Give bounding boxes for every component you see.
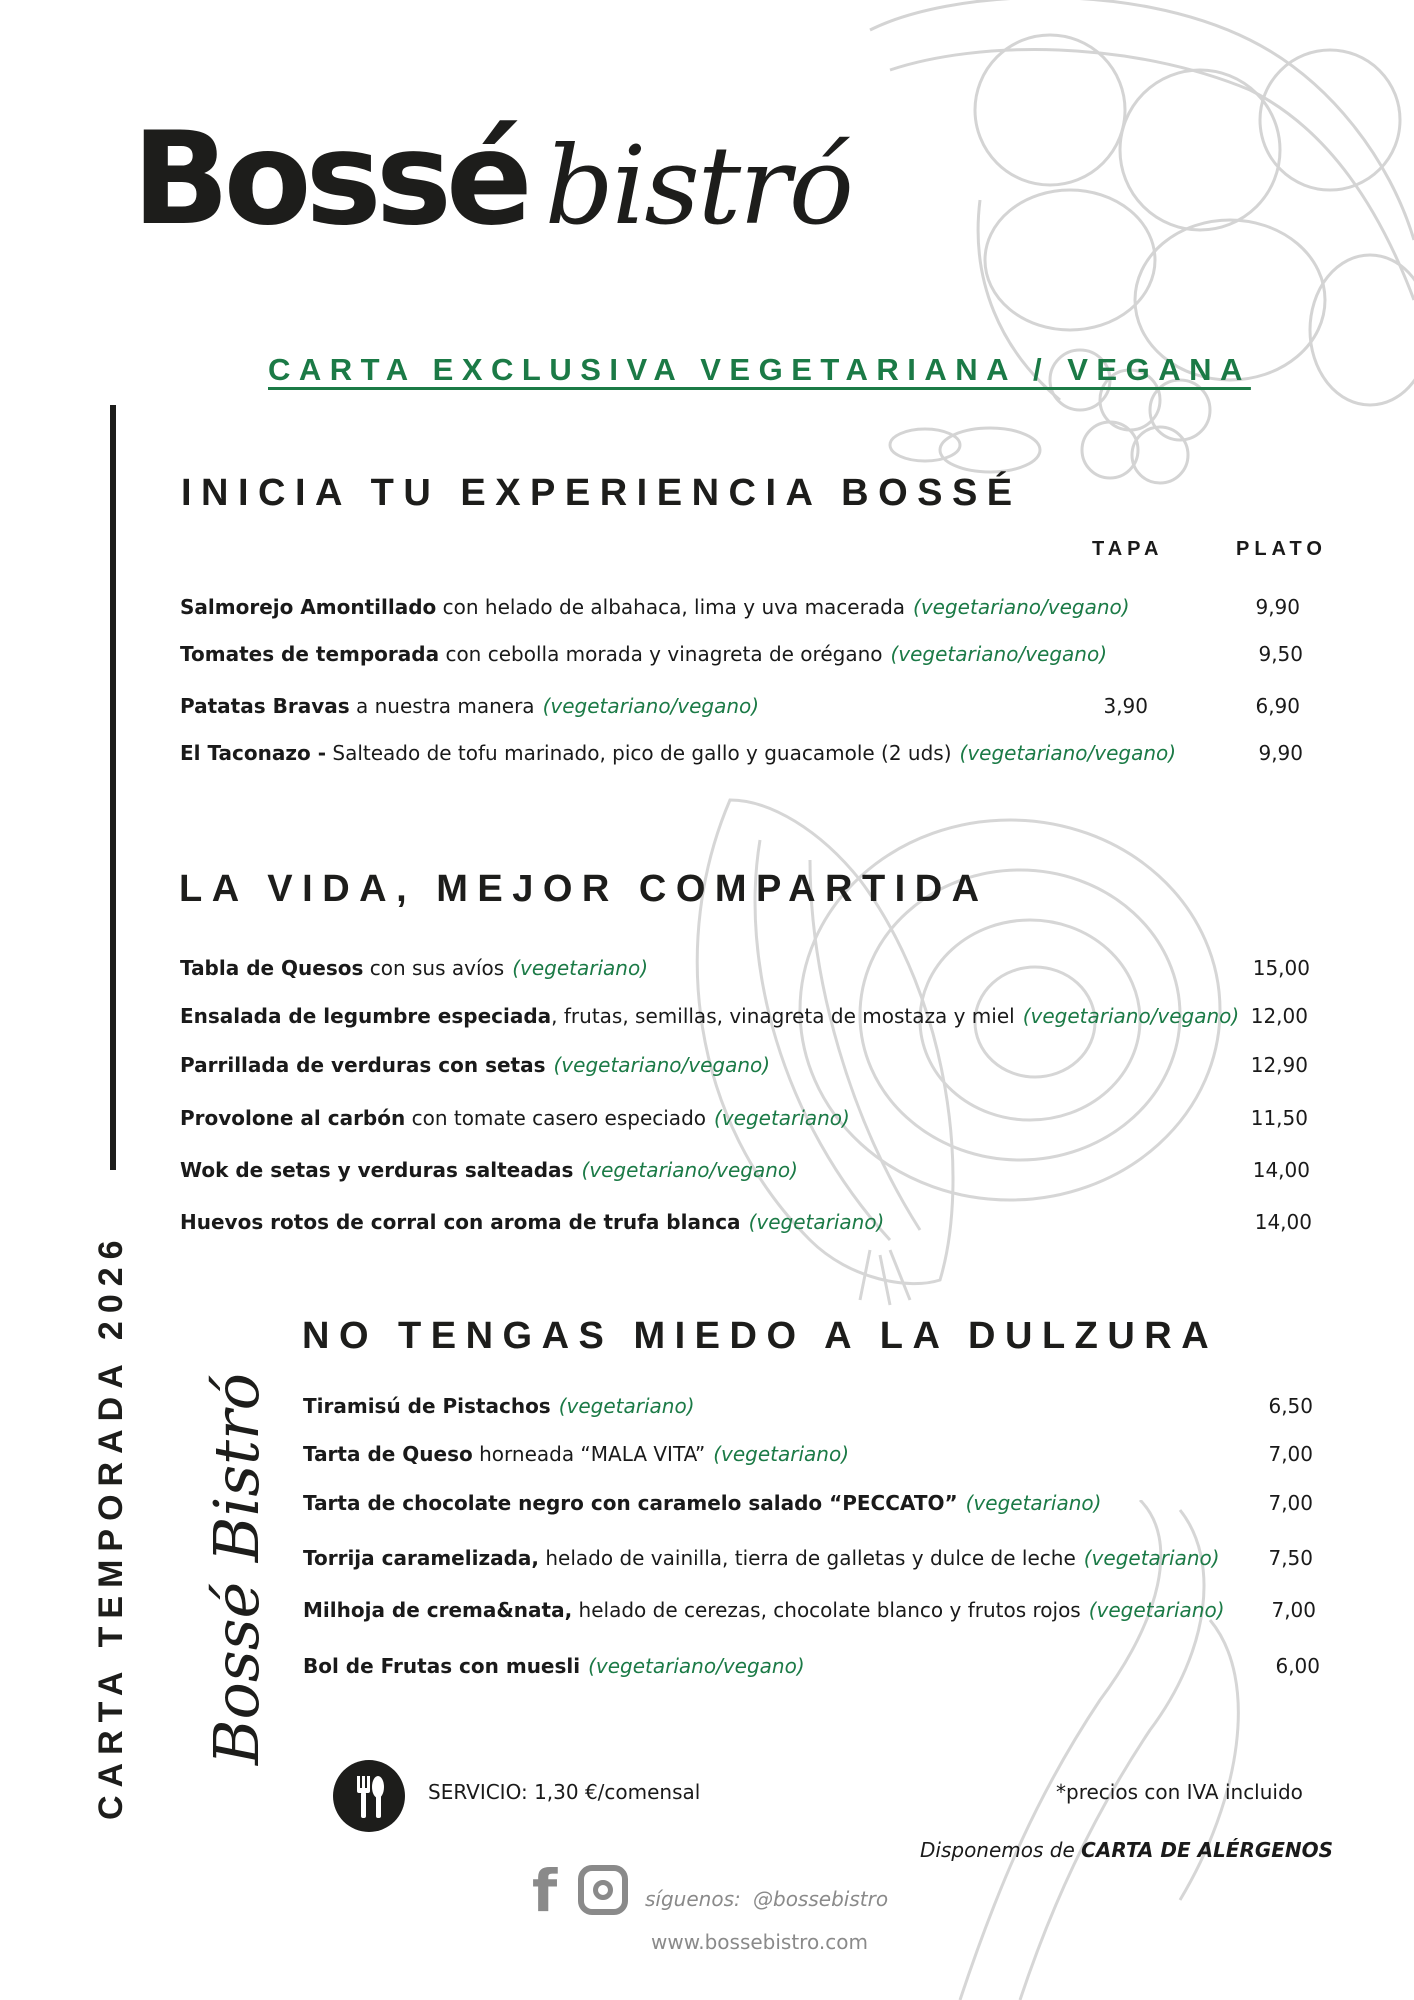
allergen-note <box>920 1838 1333 1862</box>
item-name: Wok de setas y verduras salteadas <box>180 1158 574 1182</box>
item-desc: con sus avíos <box>363 956 505 980</box>
col-header-tapa: TAPA <box>1092 538 1164 560</box>
item-price: 7,00 <box>1271 1598 1316 1622</box>
item-name: Tarta de Queso <box>303 1442 473 1466</box>
item-price: 6,50 <box>1268 1394 1313 1418</box>
menu-item <box>303 1596 1225 1624</box>
brand-logo-script: bistró <box>544 124 852 249</box>
diet-tag: (vegetariano) <box>512 956 648 980</box>
item-desc: horneada “MALA VITA” <box>472 1442 706 1466</box>
brand-logo <box>132 105 852 254</box>
service-charge: SERVICIO: 1,30 €/comensal <box>428 1780 701 1804</box>
item-price: 7,50 <box>1268 1546 1313 1570</box>
item-desc: con helado de albahaca, lima y uva macerada <box>436 595 906 619</box>
item-desc: a nuestra manera <box>349 694 535 718</box>
item-name: Provolone al carbón <box>180 1106 406 1130</box>
menu-item <box>180 593 1130 621</box>
diet-tag: (vegetariano/vegano) <box>890 642 1108 666</box>
item-name: Tabla de Quesos <box>180 956 364 980</box>
item-desc: con cebolla morada y vinagreta de orégano <box>439 642 883 666</box>
diet-tag: (vegetariano) <box>748 1210 885 1234</box>
item-price-tapa: 3,90 <box>1103 694 1148 718</box>
item-desc: con tomate casero especiado <box>405 1106 706 1130</box>
item-price: 9,90 <box>1258 741 1303 765</box>
diet-tag: (vegetariano) <box>713 1442 849 1466</box>
item-desc: helado de vainilla, tierra de galletas y dulce de leche <box>539 1546 1076 1570</box>
diet-tag: (vegetariano) <box>714 1106 850 1130</box>
pepper-illustration <box>880 1500 1300 2000</box>
item-name: Bol de Frutas con muesli <box>303 1654 581 1678</box>
item-name: Torrija caramelizada, <box>303 1546 539 1570</box>
brand-logo-bold: Bossé <box>132 105 527 254</box>
item-desc: , frutas, semillas, vinagreta de mostaza y miel <box>551 1004 1015 1028</box>
item-name: Ensalada de legumbre especiada <box>180 1004 552 1028</box>
diet-tag: (vegetariano/vegano) <box>959 741 1177 765</box>
menu-item <box>303 1489 1101 1517</box>
onion-illustration <box>610 760 1250 1320</box>
item-price: 7,00 <box>1268 1491 1313 1515</box>
diet-tag: (vegetariano) <box>1083 1546 1220 1570</box>
menu-item <box>303 1392 695 1420</box>
menu-item <box>303 1440 849 1468</box>
item-name: Huevos rotos de corral con aroma de trufa blanca <box>180 1210 741 1234</box>
section-title-sharing: LA VIDA, MEJOR COMPARTIDA <box>179 868 989 910</box>
diet-tag: (vegetariano/vegano) <box>581 1158 798 1182</box>
item-price: 15,00 <box>1252 956 1310 980</box>
menu-item <box>180 1208 884 1236</box>
item-desc: helado de cerezas, chocolate blanco y frutos rojos <box>572 1598 1081 1622</box>
item-price: 12,00 <box>1250 1004 1308 1028</box>
menu-item <box>303 1544 1220 1572</box>
allergen-prefix: Disponemos de <box>920 1838 1082 1862</box>
item-price: 9,50 <box>1258 642 1303 666</box>
diet-tag: (vegetariano) <box>1088 1598 1225 1622</box>
menu-item <box>180 954 648 982</box>
facebook-icon[interactable]: f <box>532 1857 558 1925</box>
menu-item <box>180 1051 770 1079</box>
item-name: Tarta de chocolate negro con caramelo salado “PECCATO” <box>303 1491 958 1515</box>
item-name: Tomates de temporada <box>180 642 440 666</box>
website-link[interactable]: www.bossebistro.com <box>651 1930 868 1954</box>
item-price: 12,90 <box>1250 1053 1308 1077</box>
item-price: 14,00 <box>1254 1210 1312 1234</box>
instagram-icon[interactable] <box>578 1865 628 1915</box>
diet-tag: (vegetariano/vegano) <box>553 1053 771 1077</box>
social-handle[interactable]: @bossebistro <box>753 1887 889 1911</box>
menu-subtitle: CARTA EXCLUSIVA VEGETARIANA / VEGANA <box>268 352 1251 387</box>
item-name: Parrillada de verduras con setas <box>180 1053 546 1077</box>
item-name: El Taconazo - <box>180 741 327 765</box>
signature: Bossé Bistró <box>200 1372 273 1765</box>
vat-note: *precios con IVA incluido <box>1056 1780 1303 1804</box>
diet-tag: (vegetariano/vegano) <box>588 1654 805 1678</box>
diet-tag: (vegetariano/vegano) <box>1022 1004 1240 1028</box>
service-cutlery-icon <box>333 1760 405 1832</box>
diet-tag: (vegetariano/vegano) <box>913 595 1130 619</box>
item-price: 7,00 <box>1268 1442 1313 1466</box>
menu-item <box>180 692 759 720</box>
menu-item <box>180 1104 850 1132</box>
follow-label: síguenos: <box>645 1887 741 1911</box>
item-name: Milhoja de crema&nata, <box>303 1598 573 1622</box>
diet-tag: (vegetariano/vegano) <box>542 694 760 718</box>
menu-item <box>180 1156 798 1184</box>
item-price: 14,00 <box>1252 1158 1310 1182</box>
item-price: 6,00 <box>1275 1654 1320 1678</box>
allergen-menu: CARTA DE ALÉRGENOS <box>1081 1838 1334 1862</box>
section-title-desserts: NO TENGAS MIEDO A LA DULZURA <box>302 1315 1219 1357</box>
item-price: 9,90 <box>1255 595 1300 619</box>
vertical-divider <box>110 405 116 1170</box>
col-header-plato: PLATO <box>1236 538 1327 560</box>
item-price: 6,90 <box>1255 694 1300 718</box>
diet-tag: (vegetariano) <box>558 1394 695 1418</box>
section-title-starters: INICIA TU EXPERIENCIA BOSSÉ <box>181 472 1022 514</box>
diet-tag: (vegetariano) <box>965 1491 1102 1515</box>
item-price: 11,50 <box>1250 1106 1308 1130</box>
item-name: Patatas Bravas <box>180 694 350 718</box>
item-name: Tiramisú de Pistachos <box>303 1394 551 1418</box>
menu-item <box>303 1652 805 1680</box>
season-label: CARTA TEMPORADA 2026 <box>92 1232 130 1820</box>
item-name: Salmorejo Amontillado <box>180 595 437 619</box>
item-desc: Salteado de tofu marinado, pico de gallo y guacamole (2 uds) <box>326 741 952 765</box>
menu-item <box>180 1002 1239 1030</box>
menu-item <box>180 739 1176 767</box>
menu-item <box>180 640 1107 668</box>
